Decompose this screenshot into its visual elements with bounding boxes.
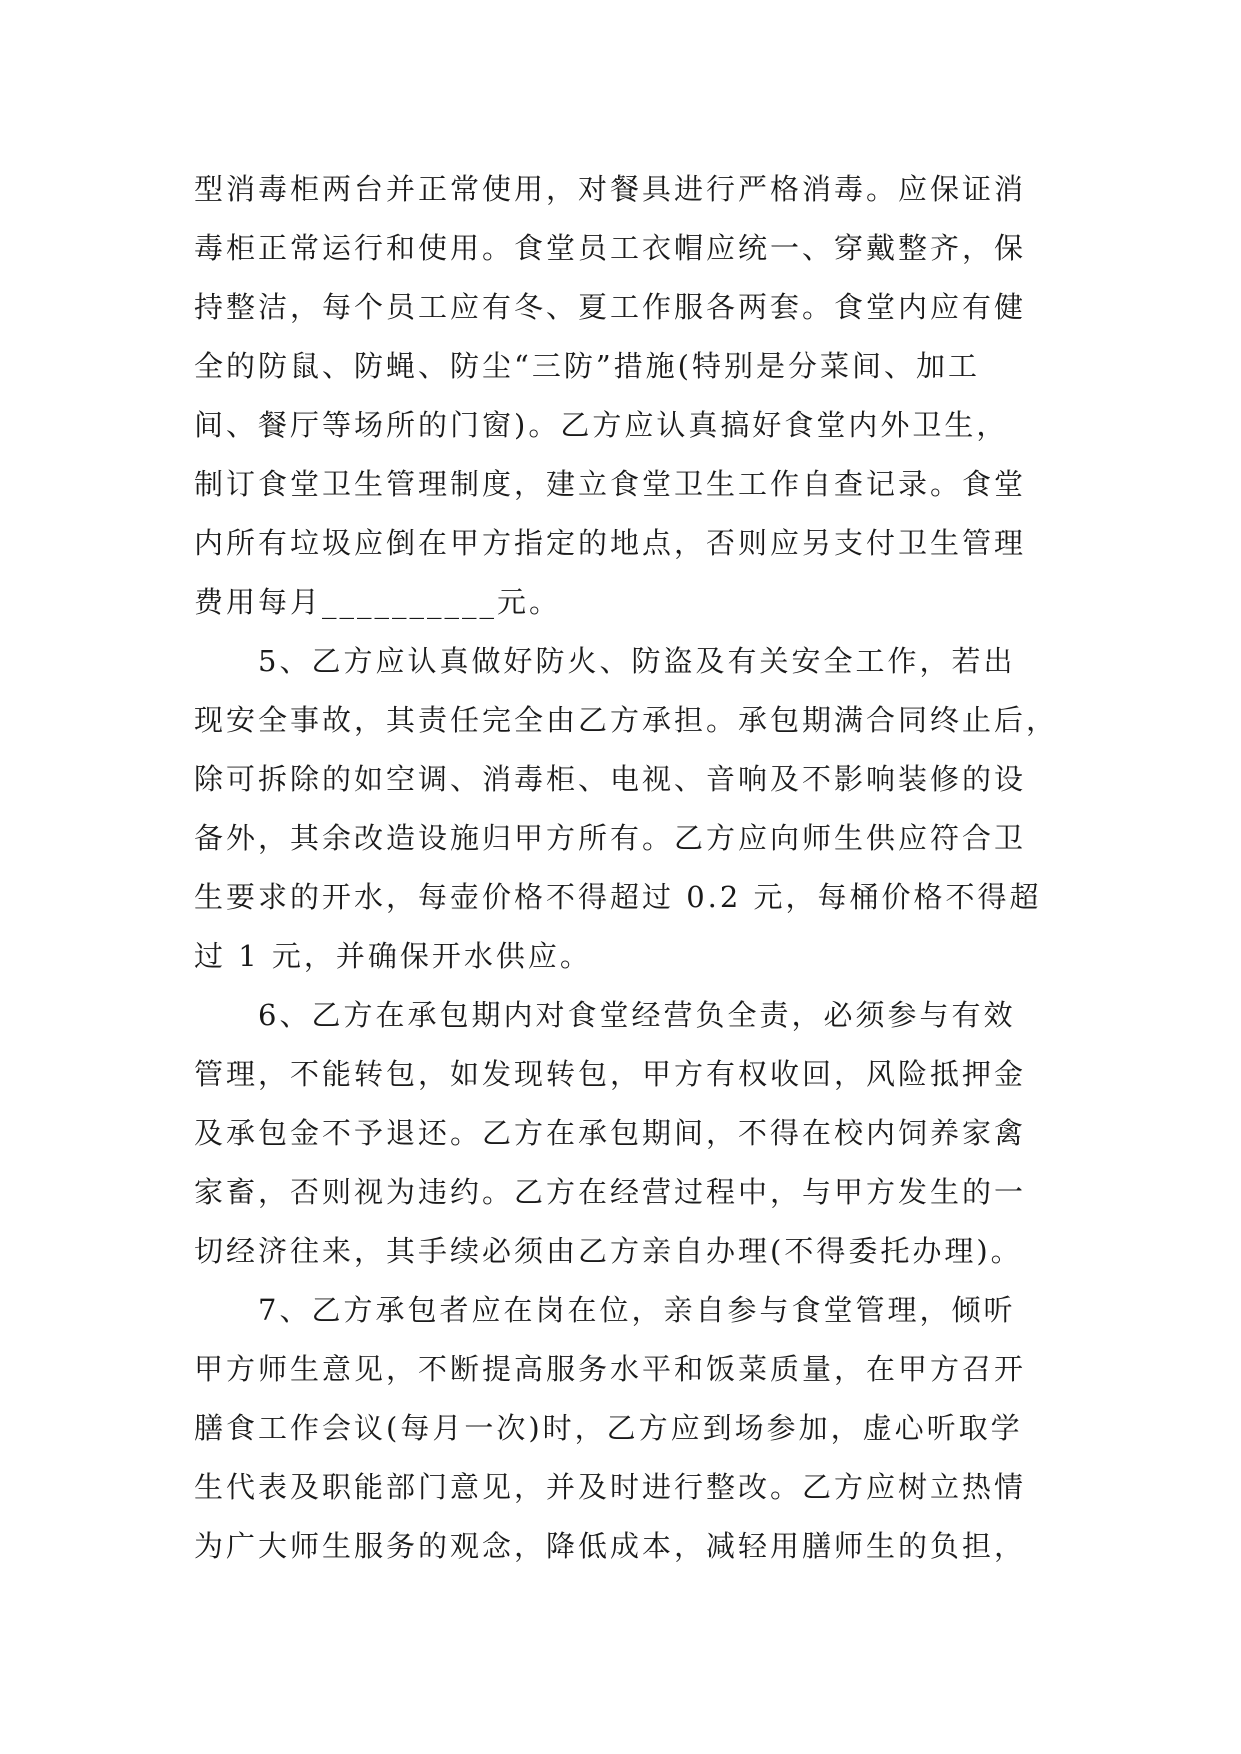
text-line: 过 1 元，并确保开水供应。 <box>194 939 592 973</box>
text-line: 型消毒柜两台并正常使用，对餐具进行严格消毒。应保证消 <box>194 172 1027 206</box>
text-line: 毒柜正常运行和使用。食堂员工衣帽应统一、穿戴整齐，保 <box>194 231 1027 265</box>
text-line: 5、乙方应认真做好防火、防盗及有关安全工作，若出 <box>258 644 1016 678</box>
text-line: 现安全事故，其责任完全由乙方承担。承包期满合同终止后， <box>194 703 1059 737</box>
text-line: 及承包金不予退还。乙方在承包期间，不得在校内饲养家禽 <box>194 1116 1027 1150</box>
text-line: 费用每月__________元。 <box>194 585 562 619</box>
text-line: 管理，不能转包，如发现转包，甲方有权收回，风险抵押金 <box>194 1057 1027 1091</box>
text-line: 膳食工作会议(每月一次)时，乙方应到场参加，虚心听取学 <box>194 1411 1023 1445</box>
text-line: 为广大师生服务的观念，降低成本，减轻用膳师生的负担， <box>194 1529 1027 1563</box>
text-line: 切经济往来，其手续必须由乙方亲自办理(不得委托办理)。 <box>194 1234 1023 1268</box>
text-line: 7、乙方承包者应在岗在位，亲自参与食堂管理，倾听 <box>258 1293 1016 1327</box>
text-line: 除可拆除的如空调、消毒柜、电视、音响及不影响装修的设 <box>194 762 1027 796</box>
text-line: 生代表及职能部门意见，并及时进行整改。乙方应树立热情 <box>194 1470 1027 1504</box>
text-line: 制订食堂卫生管理制度，建立食堂卫生工作自查记录。食堂 <box>194 467 1027 501</box>
text-line: 甲方师生意见，不断提高服务水平和饭菜质量，在甲方召开 <box>194 1352 1027 1386</box>
text-line: 内所有垃圾应倒在甲方指定的地点，否则应另支付卫生管理 <box>194 526 1027 560</box>
text-line: 间、餐厅等场所的门窗)。乙方应认真搞好食堂内外卫生， <box>194 408 1009 442</box>
text-line: 生要求的开水，每壶价格不得超过 0.2 元，每桶价格不得超 <box>194 880 1042 914</box>
text-line: 备外，其余改造设施归甲方所有。乙方应向师生供应符合卫 <box>194 821 1027 855</box>
text-line: 6、乙方在承包期内对食堂经营负全责，必须参与有效 <box>258 998 1016 1032</box>
text-line: 持整洁，每个员工应有冬、夏工作服各两套。食堂内应有健 <box>194 290 1027 324</box>
document-body <box>194 160 1059 1576</box>
text-line: 家畜，否则视为违约。乙方在经营过程中，与甲方发生的一 <box>194 1175 1027 1209</box>
text-line: 全的防鼠、防蝇、防尘“三防”措施(特别是分菜间、加工 <box>194 349 980 383</box>
